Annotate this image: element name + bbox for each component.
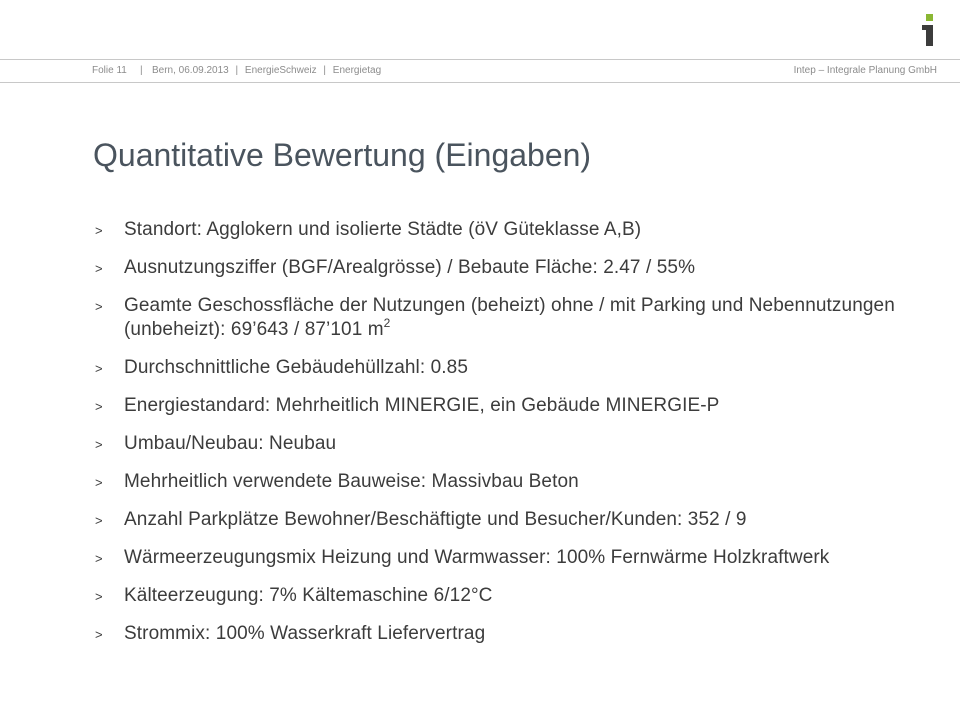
bullet-marker: > bbox=[95, 223, 103, 238]
company-name: Intep – Integrale Planung GmbH bbox=[793, 65, 937, 76]
header-meta bbox=[140, 65, 382, 76]
list-item: > Wärmeerzeugungsmix Heizung und Warmwasser: 100% Fernwärme Holzkraftwerk bbox=[95, 546, 925, 570]
bullet-marker: > bbox=[95, 627, 103, 642]
bullet-marker: > bbox=[95, 361, 103, 376]
list-item: > Standort: Agglokern und isolierte Städte (öV Güteklasse A,B) bbox=[95, 218, 925, 242]
bullet-marker: > bbox=[95, 513, 103, 528]
list-item: > Ausnutzungsziffer (BGF/Arealgrösse) / Bebaute Fläche: 2.47 / 55% bbox=[95, 256, 925, 280]
page-title: Quantitative Bewertung (Eingaben) bbox=[93, 137, 592, 173]
bullet-marker: > bbox=[95, 475, 103, 490]
superscript: 2 bbox=[383, 316, 391, 330]
list-item: > Strommix: 100% Wasserkraft Liefervertrag bbox=[95, 622, 925, 646]
bullet-list bbox=[95, 218, 925, 660]
bullet-marker: > bbox=[95, 551, 103, 566]
list-item: > Energiestandard: Mehrheitlich MINERGIE, ein Gebäude MINERGIE-P bbox=[95, 394, 925, 418]
bullet-marker: > bbox=[95, 437, 103, 452]
bullet-marker: > bbox=[95, 299, 103, 314]
intep-logo bbox=[922, 14, 936, 46]
event-topic: Energietag bbox=[332, 65, 382, 76]
list-item: > Umbau/Neubau: Neubau bbox=[95, 432, 925, 456]
header-separator: | bbox=[140, 65, 143, 76]
bullet-marker: > bbox=[95, 399, 103, 414]
header-separator: | bbox=[235, 65, 239, 76]
event-name: EnergieSchweiz bbox=[244, 65, 317, 76]
bullet-marker: > bbox=[95, 589, 103, 604]
list-item: > Mehrheitlich verwendete Bauweise: Massivbau Beton bbox=[95, 470, 925, 494]
location-date: Bern, 06.09.2013 bbox=[152, 65, 229, 76]
logo-stem bbox=[926, 25, 933, 46]
list-item: > Geamte Geschossfläche der Nutzungen (beheizt) ohne / mit Parking und Nebennutzungen (unbeheizt): 69’643 / 87’101 $m^2$ bbox=[95, 295, 895, 340]
bullet-marker: > bbox=[95, 261, 103, 276]
header-separator: | bbox=[323, 65, 327, 76]
slide-number: Folie 11 bbox=[92, 65, 127, 76]
list-item: > Anzahl Parkplätze Bewohner/Beschäftigte und Besucher/Kunden: 352 / 9 bbox=[95, 508, 925, 532]
logo-dot bbox=[926, 14, 933, 21]
list-item: > Kälteerzeugung: 7% Kältemaschine 6/12°C bbox=[95, 584, 925, 608]
list-item: > Durchschnittliche Gebäudehüllzahl: 0.85 bbox=[95, 356, 925, 380]
